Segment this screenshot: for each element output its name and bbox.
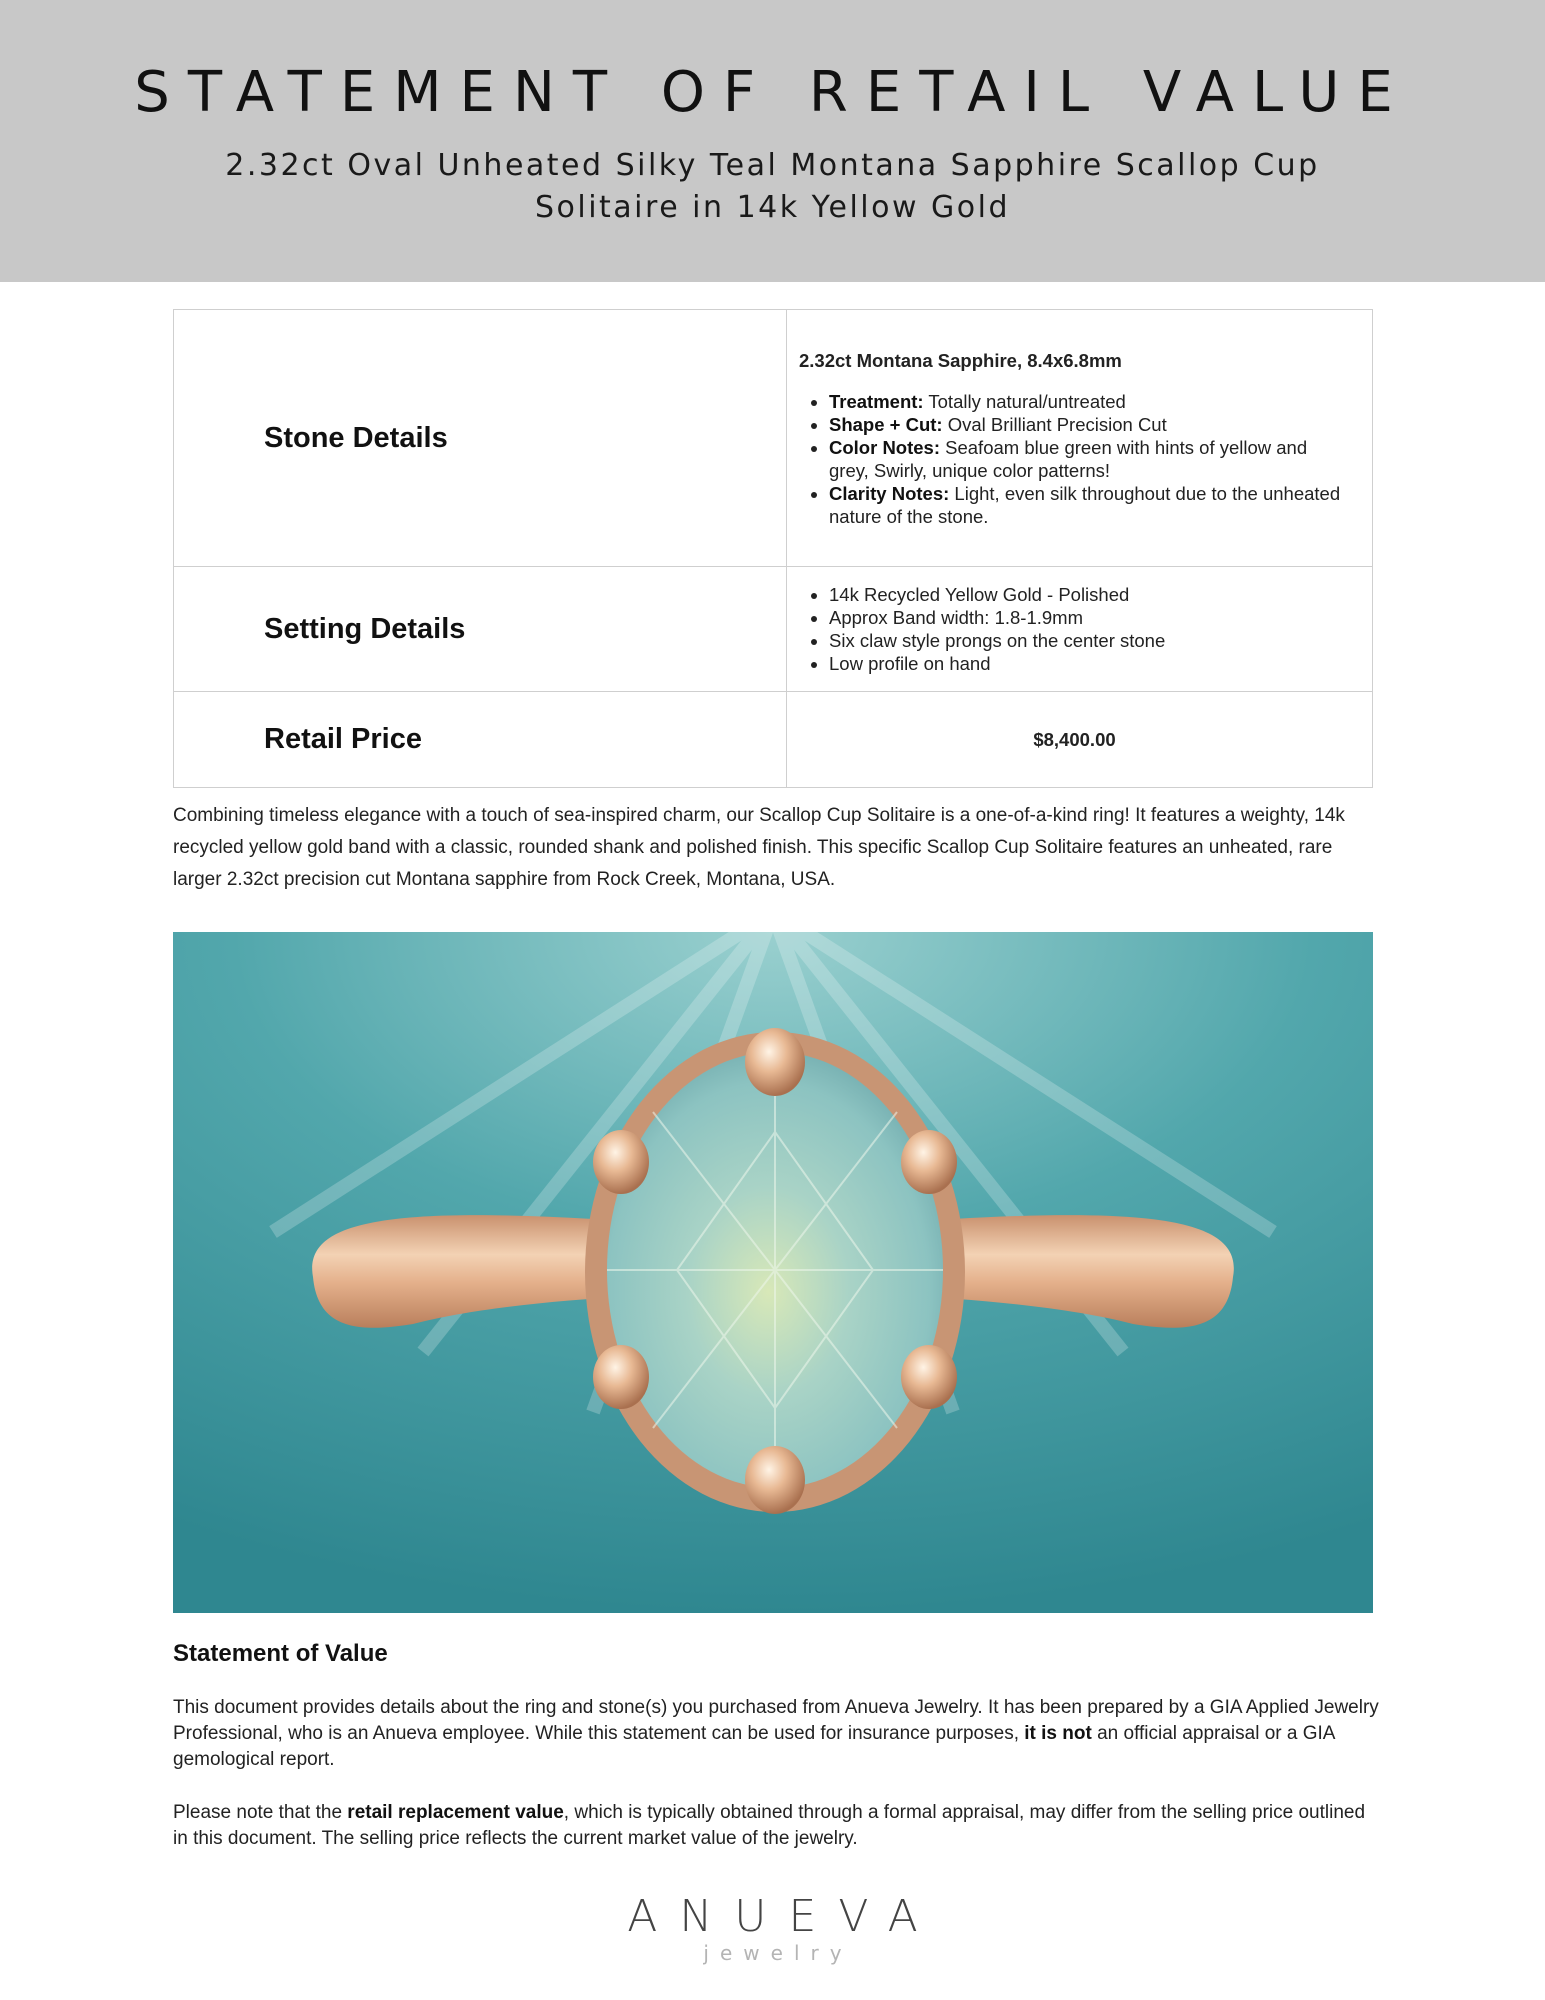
retail-price-row bbox=[174, 692, 1373, 788]
stone-detail-value: Totally natural/untreated bbox=[928, 390, 1126, 412]
logo-brand: ANUEVA bbox=[627, 1891, 940, 1942]
stone-detail-key: Color Notes: bbox=[829, 436, 940, 458]
stone-detail-item bbox=[829, 390, 1350, 413]
stone-detail-key: Shape + Cut: bbox=[829, 413, 943, 435]
setting-details-cell bbox=[787, 567, 1373, 692]
product-title-line-1: 2.32ct Oval Unheated Silky Teal Montana Sapphire Scallop Cup bbox=[225, 148, 1320, 183]
stone-detail-value: Oval Brilliant Precision Cut bbox=[947, 413, 1167, 435]
statement-emphasis: retail replacement value bbox=[347, 1802, 564, 1823]
retail-price-label: Retail Price bbox=[174, 692, 787, 788]
anueva-logo bbox=[0, 1892, 1545, 1964]
setting-details-list bbox=[799, 583, 1350, 675]
product-title-line-2: Solitaire in 14k Yellow Gold bbox=[534, 190, 1011, 225]
stone-details-list bbox=[799, 390, 1350, 528]
statement-text: an official appraisal or a GIA gemological report. bbox=[173, 1723, 1335, 1770]
statement-text: This document provides details about the ring and stone(s) you purchased from Anueva Jewelry. It has been prepared by a GIA Applied Jewelry Professional, who is an Anueva employee. While this statement can be used for insurance purposes, bbox=[173, 1697, 1379, 1744]
stone-details-row bbox=[174, 310, 1373, 567]
setting-detail-item: • Approx Band width: 1.8-1.9mm bbox=[829, 606, 1350, 629]
statement-text: Please note that the bbox=[173, 1802, 348, 1823]
stone-detail-key: Treatment: bbox=[829, 390, 924, 412]
stone-detail-value: Seafoam blue green with hints of yellow and grey, Swirly, unique color patterns! bbox=[829, 436, 1308, 481]
retail-price-value: $8,400.00 bbox=[787, 692, 1373, 788]
stone-heading: 2.32ct Montana Sapphire, 8.4x6.8mm bbox=[799, 349, 1122, 371]
stone-facets bbox=[607, 1052, 943, 1488]
setting-detail-item: • 14k Recycled Yellow Gold - Polished bbox=[829, 583, 1350, 606]
setting-details-label: Setting Details bbox=[174, 567, 787, 692]
setting-details-row bbox=[174, 567, 1373, 692]
stone-detail-key: Clarity Notes: bbox=[829, 482, 950, 504]
setting-detail-item: • Low profile on hand bbox=[829, 652, 1350, 675]
ring-photo bbox=[173, 932, 1373, 1613]
stone-details-label: Stone Details bbox=[174, 310, 787, 567]
statement-paragraph-2 bbox=[173, 1800, 1383, 1852]
logo-subtitle: jewelry bbox=[703, 1941, 853, 1965]
document-title: STATEMENT OF RETAIL VALUE bbox=[134, 60, 1411, 125]
statement-title: Statement of Value bbox=[173, 1640, 388, 1667]
stone-detail-item bbox=[829, 482, 1350, 528]
product-title bbox=[0, 145, 1545, 229]
details-table bbox=[173, 309, 1373, 788]
stone-detail-item bbox=[829, 413, 1350, 436]
document-header bbox=[0, 0, 1545, 282]
stone-detail-item bbox=[829, 436, 1350, 482]
stone-detail-value: Light, even silk throughout due to the unheated nature of the stone. bbox=[829, 482, 1341, 527]
statement-emphasis: it is not bbox=[1024, 1723, 1092, 1744]
product-description: Combining timeless elegance with a touch of sea-inspired charm, our Scallop Cup Solitaire is a one-of-a-kind ring! It features a weighty, 14k recycled yellow gold band with a classic, rounded shank and polished finish. This specific Scallop Cup Solitaire features an unheated, rare larger 2.32ct precision cut Montana sapphire from Rock Creek, Montana, USA. bbox=[173, 805, 1345, 890]
stone-details-cell bbox=[787, 310, 1373, 567]
setting-detail-item: • Six claw style prongs on the center stone bbox=[829, 629, 1350, 652]
statement-paragraph-1 bbox=[173, 1695, 1383, 1773]
statement-text: , which is typically obtained through a formal appraisal, may differ from the selling price outlined in this document. The selling price reflects the current market value of the jewelry. bbox=[173, 1802, 1366, 1849]
